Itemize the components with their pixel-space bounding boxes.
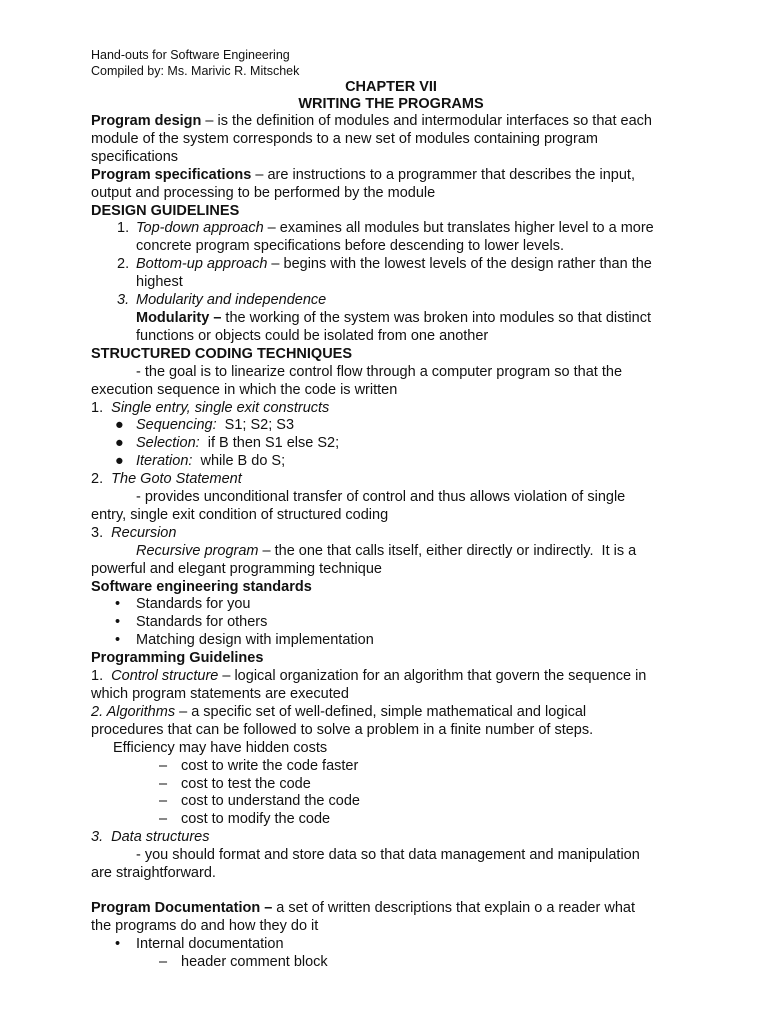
coding-item: 3. Recursion — [91, 524, 177, 541]
design-guideline-item: 2. Bottom-up approach – begins with the lowest levels of the design rather than the — [117, 256, 652, 273]
design-guidelines-heading: DESIGN GUIDELINES — [91, 202, 240, 219]
guideline-item: 2. Algorithms – a specific set of well-defined, simple mathematical and logical — [91, 703, 587, 720]
design-guideline-item-cont: concrete program specifications before descending to lower levels. — [136, 238, 564, 255]
coding-item: 1. Single entry, single exit constructs — [91, 399, 330, 416]
bullet-icon: • — [115, 632, 121, 649]
recursion-line: Recursive program – the one that calls itself, either directly or indirectly. It is a — [136, 542, 637, 559]
construct-item: ● Selection: if B then S1 else S2; — [115, 435, 340, 452]
se-standards-heading: Software engineering standards — [91, 578, 312, 595]
construct-item: ● Sequencing: S1; S2; S3 — [115, 417, 295, 434]
bullet-icon: • — [115, 596, 121, 613]
bullet-icon: ● — [115, 417, 124, 434]
modularity-line: Modularity – the working of the system was broken into modules so that distinct — [136, 309, 651, 326]
data-structures-line: are straightforward. — [91, 865, 216, 882]
cost-item: – cost to modify the code — [159, 811, 331, 828]
page-content — [91, 47, 691, 972]
dash-icon: – — [159, 953, 168, 970]
program-design-line: specifications — [91, 148, 179, 165]
documentation-item: • Internal documentation — [115, 935, 284, 952]
bullet-icon: • — [115, 935, 121, 952]
efficiency-line: Efficiency may have hidden costs — [113, 739, 328, 756]
program-documentation-term: Program Documentation – — [91, 899, 273, 916]
program-documentation-line: the programs do and how they do it — [91, 917, 319, 934]
dash-icon: – — [159, 757, 168, 774]
bullet-icon: ● — [115, 435, 124, 452]
dash-icon: – — [159, 775, 168, 792]
dash-icon: – — [159, 811, 168, 828]
chapter-number: CHAPTER VII — [345, 79, 437, 95]
standard-item: • Matching design with implementation — [115, 632, 374, 649]
bullet-icon: ● — [115, 453, 124, 470]
program-design-line: module of the system corresponds to a new set of modules containing program — [91, 130, 598, 147]
design-guideline-item-cont: highest — [136, 274, 183, 291]
guideline-item: 3. Data structures — [91, 829, 210, 846]
program-documentation-line: Program Documentation – a set of written descriptions that explain o a reader what — [91, 899, 635, 916]
coding-item: 2. The Goto Statement — [91, 471, 242, 488]
program-specs-line: Program specifications – are instructions to a programmer that describes the input, — [91, 166, 635, 183]
spacer — [91, 883, 691, 900]
construct-item: ● Iteration: while B do S; — [115, 453, 286, 470]
documentation-subitem: – header comment block — [159, 953, 328, 970]
guideline-item: 1. Control structure – logical organization for an algorithm that govern the sequence in — [91, 668, 647, 685]
guideline-item-cont: which program statements are executed — [91, 686, 349, 702]
modularity-term: Modularity – — [136, 309, 222, 326]
programming-guidelines-heading: Programming Guidelines — [91, 650, 264, 667]
cost-item: – cost to understand the code — [159, 793, 360, 810]
header-line-course: Hand-outs for Software Engineering — [91, 48, 290, 62]
structured-coding-heading: STRUCTURED CODING TECHNIQUES — [91, 345, 353, 362]
cost-item: – cost to test the code — [159, 775, 311, 792]
standard-item: • Standards for you — [115, 596, 251, 613]
design-guideline-item: 1. Top-down approach – examines all modules but translates higher level to a more — [117, 220, 654, 237]
program-design-line: Program design – is the definition of modules and intermodular interfaces so that each — [91, 113, 652, 129]
program-specs-line: output and processing to be performed by the module — [91, 184, 436, 201]
cost-item: – cost to write the code faster — [159, 757, 359, 774]
bullet-icon: • — [115, 614, 121, 631]
goto-line: entry, single exit condition of structured coding — [91, 506, 389, 523]
header-line-compiler: Compiled by: Ms. Marivic R. Mitschek — [91, 64, 300, 78]
guideline-item-cont: procedures that can be followed to solve a problem in a finite number of steps. — [91, 721, 594, 738]
data-structures-line: - you should format and store data so that data management and manipulation — [136, 847, 640, 864]
structured-coding-goal: - the goal is to linearize control flow through a computer program so that the — [136, 363, 623, 380]
program-design-term: Program design — [91, 113, 202, 129]
standard-item: • Standards for others — [115, 614, 268, 631]
goto-line: - provides unconditional transfer of control and thus allows violation of single — [136, 489, 626, 506]
modularity-line: functions or objects could be isolated from one another — [136, 327, 489, 344]
dash-icon: – — [159, 793, 168, 810]
structured-coding-goal: execution sequence in which the code is written — [91, 381, 398, 398]
recursion-line: powerful and elegant programming technique — [91, 560, 382, 577]
chapter-title: WRITING THE PROGRAMS — [298, 96, 484, 112]
program-specs-term: Program specifications — [91, 166, 252, 183]
recursion-term: Recursive program — [136, 542, 259, 559]
design-guideline-item: 3. Modularity and independence — [117, 292, 327, 309]
